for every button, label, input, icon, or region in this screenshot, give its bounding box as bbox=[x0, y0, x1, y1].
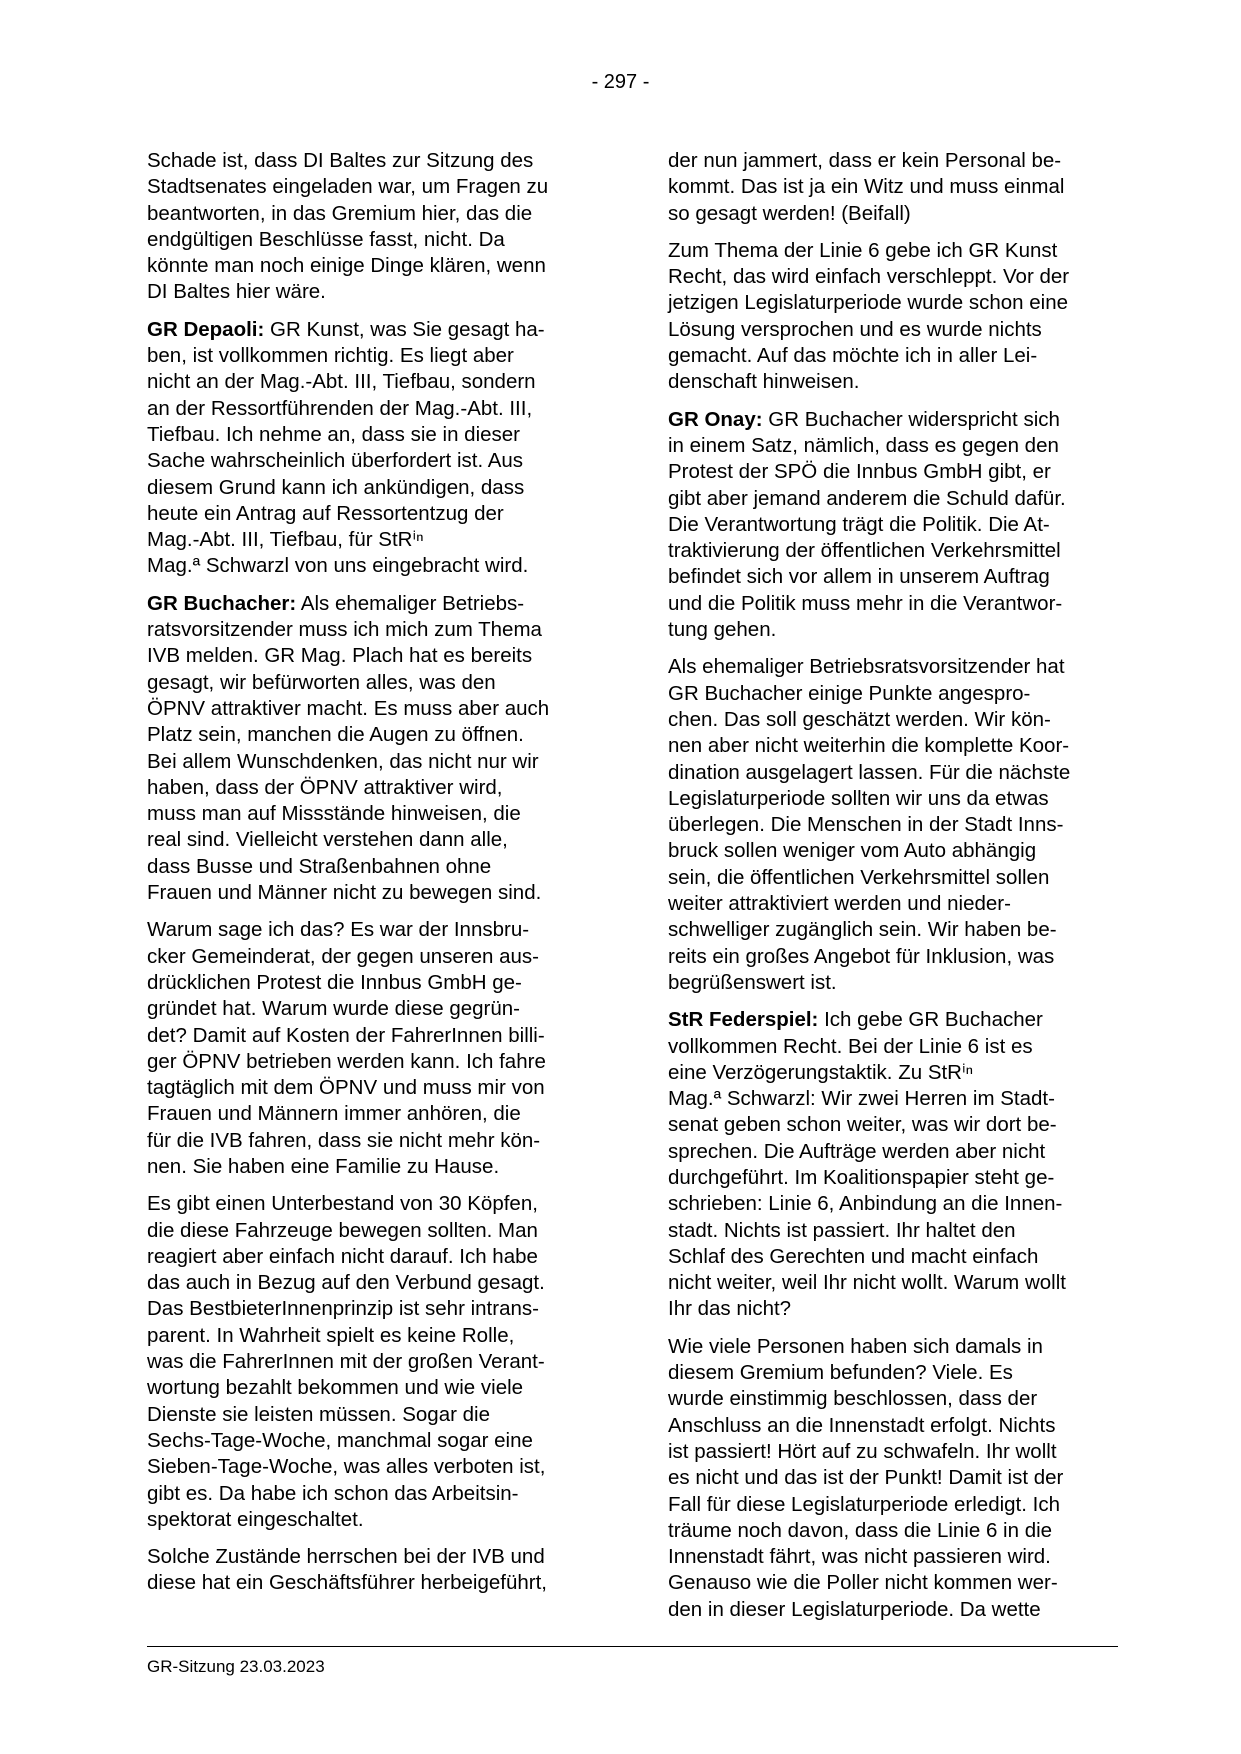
paragraph-text: Wie viele Personen haben sich damals in diesem Gremium befunden? Viele. Es wurde einstimmig beschlossen, dass der Anschluss an die Innenstadt erfolgt. Nichts ist passiert! Hört auf zu schwafeln. Ihr wollt es nicht und das ist der Punkt! Damit ist der Fall für diese Legislaturperiode erledigt. Ich träume noch davon, dass die Linie 6 in die Innenstadt fährt, was nicht passieren wird. Genauso wie die Poller nicht kommen wer- den in dieser Legislaturperiode. Da wette bbox=[668, 1334, 1064, 1621]
paragraph-text: Es gibt einen Unterbestand von 30 Köpfen, die diese Fahrzeuge bewegen sollten. Man reagiert aber einfach nicht darauf. Ich habe das auch in Bezug auf den Verbund gesagt. Das BestbieterInnenprinzip ist sehr intrans- parent. In Wahrheit spielt es keine Rolle, was die FahrerInnen mit der großen Verant- wortung bezahlt bekommen und wie viele Dienste sie leisten müssen. Sogar die Sechs-Tage-Woche, manchmal sogar eine Sieben-Tage-Woche, was alles verboten ist, gibt es. Da habe ich schon das Arbeitsin- spektorat eingeschaltet. bbox=[147, 1192, 546, 1531]
left-column bbox=[147, 148, 597, 1608]
paragraph-text: GR Kunst, was Sie gesagt ha- ben, ist vollkommen richtig. Es liegt aber nicht an der Mag.-Abt. III, Tiefbau, sondern an der Ressortführenden der Mag.-Abt. III, Tiefbau. Ich nehme an, dass sie in dieser Sache wahrscheinlich überfordert ist. Aus diesem Grund kann ich ankündigen, dass heute ein Antrag auf Ressortentzug der Mag.-Abt. III, Tiefbau, für StRⁱⁿ Mag.ª Schwarzl von uns eingebracht wird. bbox=[147, 317, 545, 578]
paragraph bbox=[668, 1334, 1118, 1623]
paragraph-text: der nun jammert, dass er kein Personal be- kommt. Das ist ja ein Witz und muss einmal so gesagt werden! (Beifall) bbox=[668, 149, 1065, 225]
paragraph bbox=[147, 1544, 597, 1597]
right-column bbox=[668, 148, 1118, 1634]
speaker-name: GR Depaoli: bbox=[147, 317, 265, 341]
paragraph-text: Zum Thema der Linie 6 gebe ich GR Kunst Recht, das wird einfach verschleppt. Vor der jetzigen Legislaturperiode wurde schon eine Lösung versprochen und es wurde nichts gemacht. Auf das möchte ich in aller Lei- denschaft hinweisen. bbox=[668, 238, 1070, 394]
footer-session-date: GR-Sitzung 23.03.2023 bbox=[147, 1657, 325, 1676]
paragraph bbox=[668, 654, 1118, 996]
paragraph-text: Ich gebe GR Buchacher vollkommen Recht. Bei der Linie 6 ist es eine Verzögerungstaktik. Zu StRⁱⁿ Mag.ª Schwarzl: Wir zwei Herren im Stadt- senat geben schon weiter, was wir dort be- sprechen. Die Aufträge werden aber nicht durchgeführt. Im Koalitionspapier steht ge- schrieben: Linie 6, Anbindung an die Innen- stadt. Nichts ist passiert. Ihr haltet den Schlaf des Gerechten und macht einfach nicht weiter, weil Ihr nicht wollt. Warum wollt Ihr das nicht? bbox=[668, 1008, 1066, 1321]
paragraph bbox=[147, 148, 597, 306]
paragraph bbox=[147, 591, 597, 907]
paragraph-text: GR Buchacher widerspricht sich in einem Satz, nämlich, dass es gegen den Protest der SPÖ die Innbus GmbH gibt, er gibt aber jemand anderem die Schuld dafür. Die Verantwortung trägt die Politik. Die At- traktivierung der öffentlichen Verkehrsmittel befindet sich vor allem in unserem Auftrag und die Politik muss mehr in die Verantwor- tung gehen. bbox=[668, 407, 1066, 642]
paragraph-text: Als ehemaliger Betriebsratsvorsitzender hat GR Buchacher einige Punkte angespro- chen. Das soll geschätzt werden. Wir kön- nen aber nicht weiterhin die komplette Koor- dination ausgelagert lassen. Für die nächste Legislaturperiode sollten wir uns da etwas überlegen. Die Menschen in der Stadt Inns- bruck sollen weniger vom Auto abhängig sein, die öffentlichen Verkehrsmittel sollen weiter attraktiviert werden und nieder- schwelliger zugänglich sein. Wir haben be- reits ein großes Angebot für Inklusion, was begrüßenswert ist. bbox=[668, 655, 1071, 994]
paragraph-text: Solche Zustände herrschen bei der IVB und diese hat ein Geschäftsführer herbeigeführt, bbox=[147, 1545, 547, 1595]
speaker-name: GR Onay: bbox=[668, 407, 763, 431]
paragraph-text: Als ehemaliger Betriebs- ratsvorsitzender muss ich mich zum Thema IVB melden. GR Mag. Plach hat es bereits gesagt, wir befürworten alles, was den ÖPNV attraktiver macht. Es muss aber auch Platz sein, manchen die Augen zu öffnen. Bei allem Wunschdenken, das nicht nur wir haben, dass der ÖPNV attraktiver wird, muss man auf Missstände hinweisen, die real sind. Vielleicht verstehen dann alle, dass Busse und Straßenbahnen ohne Frauen und Männer nicht zu bewegen sind. bbox=[147, 591, 550, 905]
paragraph bbox=[668, 148, 1118, 227]
paragraph bbox=[147, 917, 597, 1180]
paragraph-text: Warum sage ich das? Es war der Innsbru- cker Gemeinderat, der gegen unseren aus- drücklichen Protest die Innbus GmbH ge- gründet hat. Warum wurde diese gegrün- det? Damit auf Kosten der FahrerInnen billi- ger ÖPNV betrieben werden kann. Ich fahre tagtäglich mit dem ÖPNV und muss mir von Frauen und Männern immer anhören, die für die IVB fahren, dass sie nicht mehr kön- nen. Sie haben eine Familie zu Hause. bbox=[147, 918, 546, 1178]
paragraph bbox=[668, 238, 1118, 396]
paragraph bbox=[147, 1191, 597, 1533]
paragraph bbox=[668, 407, 1118, 644]
paragraph bbox=[147, 317, 597, 580]
speaker-name: StR Federspiel: bbox=[668, 1008, 819, 1032]
paragraph bbox=[668, 1007, 1118, 1323]
footer-divider bbox=[147, 1646, 1118, 1647]
speaker-name: GR Buchacher: bbox=[147, 591, 297, 615]
paragraph-text: Schade ist, dass DI Baltes zur Sitzung des Stadtsenates eingeladen war, um Fragen zu beantworten, in das Gremium hier, das die endgültigen Beschlüsse fasst, nicht. Da könnte man noch einige Dinge klären, wenn DI Baltes hier wäre. bbox=[147, 149, 549, 304]
page-number: - 297 - bbox=[591, 71, 650, 93]
